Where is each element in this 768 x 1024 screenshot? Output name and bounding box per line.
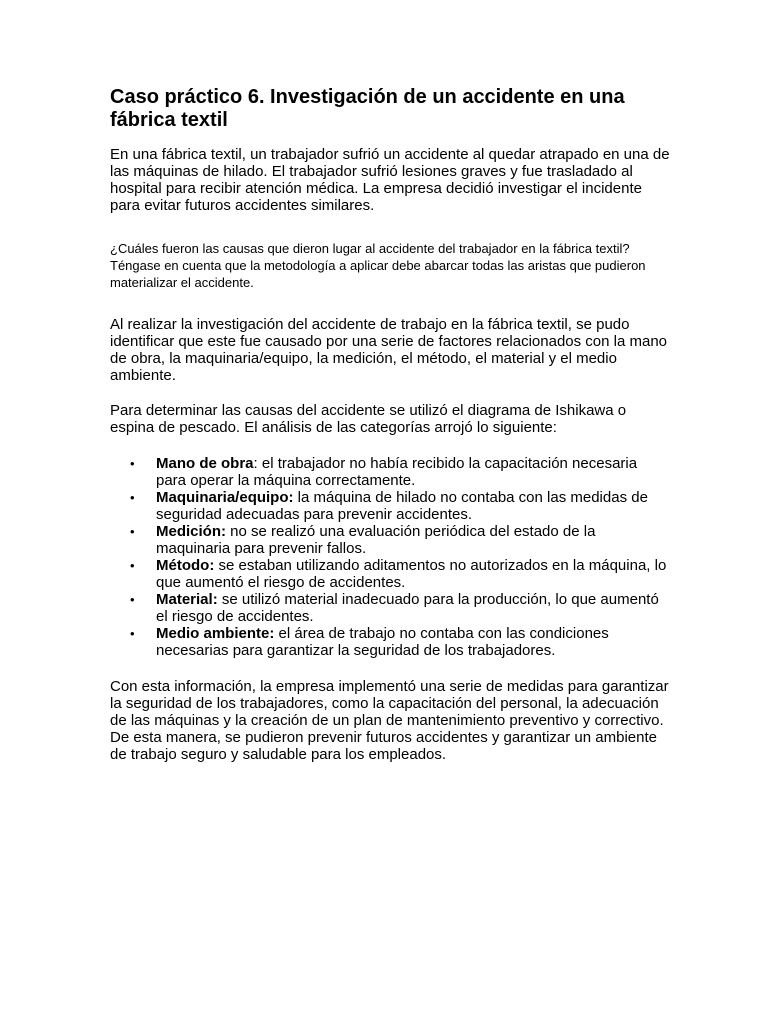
- intro-paragraph: En una fábrica textil, un trabajador sufrió un accidente al quedar atrapado en una de las máquinas de hilado. El trabajador sufrió lesiones graves y fue trasladado al hospital para recibir atención médica. La empresa decidió investigar el incidente para evitar futuros accidentes similares.: [110, 146, 670, 214]
- factor-label: Maquinaria/equipo:: [156, 489, 294, 506]
- factor-text: la máquina de hilado no contaba con las medidas de seguridad adecuadas para prevenir accidentes.: [156, 489, 648, 523]
- document-page: [110, 86, 670, 763]
- list-item: [110, 489, 670, 523]
- list-item: [110, 455, 670, 489]
- factor-text: el área de trabajo no contaba con las condiciones necesarias para garantizar la seguridad de los trabajadores.: [156, 625, 609, 659]
- question-paragraph: ¿Cuáles fueron las causas que dieron lugar al accidente del trabajador en la fábrica textil? Téngase en cuenta que la metodología a aplicar debe abarcar todas las aristas que pudieron materializar el accidente.: [110, 241, 646, 290]
- ishikawa-paragraph: Para determinar las causas del accidente se utilizó el diagrama de Ishikawa o espina de pescado. El análisis de las categorías arrojó lo siguiente:: [110, 402, 627, 436]
- list-item: [110, 591, 670, 625]
- factor-label: Material:: [156, 591, 218, 608]
- bullet-icon: •: [130, 524, 135, 539]
- bullet-icon: •: [130, 626, 135, 641]
- list-item: [110, 557, 670, 591]
- factors-list: [110, 455, 670, 659]
- factor-label: Método:: [156, 557, 215, 574]
- factor-label: Medición:: [156, 523, 226, 540]
- bullet-icon: •: [130, 558, 135, 573]
- factor-text: se utilizó material inadecuado para la producción, lo que aumentó el riesgo de accidentes.: [156, 591, 659, 625]
- analysis-paragraph: Al realizar la investigación del accidente de trabajo en la fábrica textil, se pudo identificar que este fue causado por una serie de factores relacionados con la mano de obra, la maquinaria/equipo, la medición, el método, el material y el medio ambiente.: [110, 316, 668, 384]
- factor-text: se estaban utilizando aditamentos no autorizados en la máquina, lo que aumentó el riesgo de accidentes.: [156, 557, 667, 591]
- document-title: Caso práctico 6. Investigación de un accidente en una fábrica textil: [110, 86, 625, 131]
- bullet-icon: •: [130, 490, 135, 505]
- factor-label: Mano de obra: [156, 455, 254, 472]
- factor-text: : el trabajador no había recibido la capacitación necesaria para operar la máquina correctamente.: [156, 455, 638, 489]
- conclusion-paragraph: Con esta información, la empresa implementó una serie de medidas para garantizar la seguridad de los trabajadores, como la capacitación del personal, la adecuación de las máquinas y la creación de un plan de mantenimiento preventivo y correctivo. De esta manera, se pudieron prevenir futuros accidentes y garantizar un ambiente de trabajo seguro y saludable para los empleados.: [110, 678, 669, 763]
- list-item: [110, 523, 670, 557]
- factor-text: no se realizó una evaluación periódica del estado de la maquinaria para prevenir fallos.: [156, 523, 596, 557]
- factor-label: Medio ambiente:: [156, 625, 275, 642]
- list-item: [110, 625, 670, 659]
- bullet-icon: •: [130, 456, 135, 471]
- bullet-icon: •: [130, 592, 135, 607]
